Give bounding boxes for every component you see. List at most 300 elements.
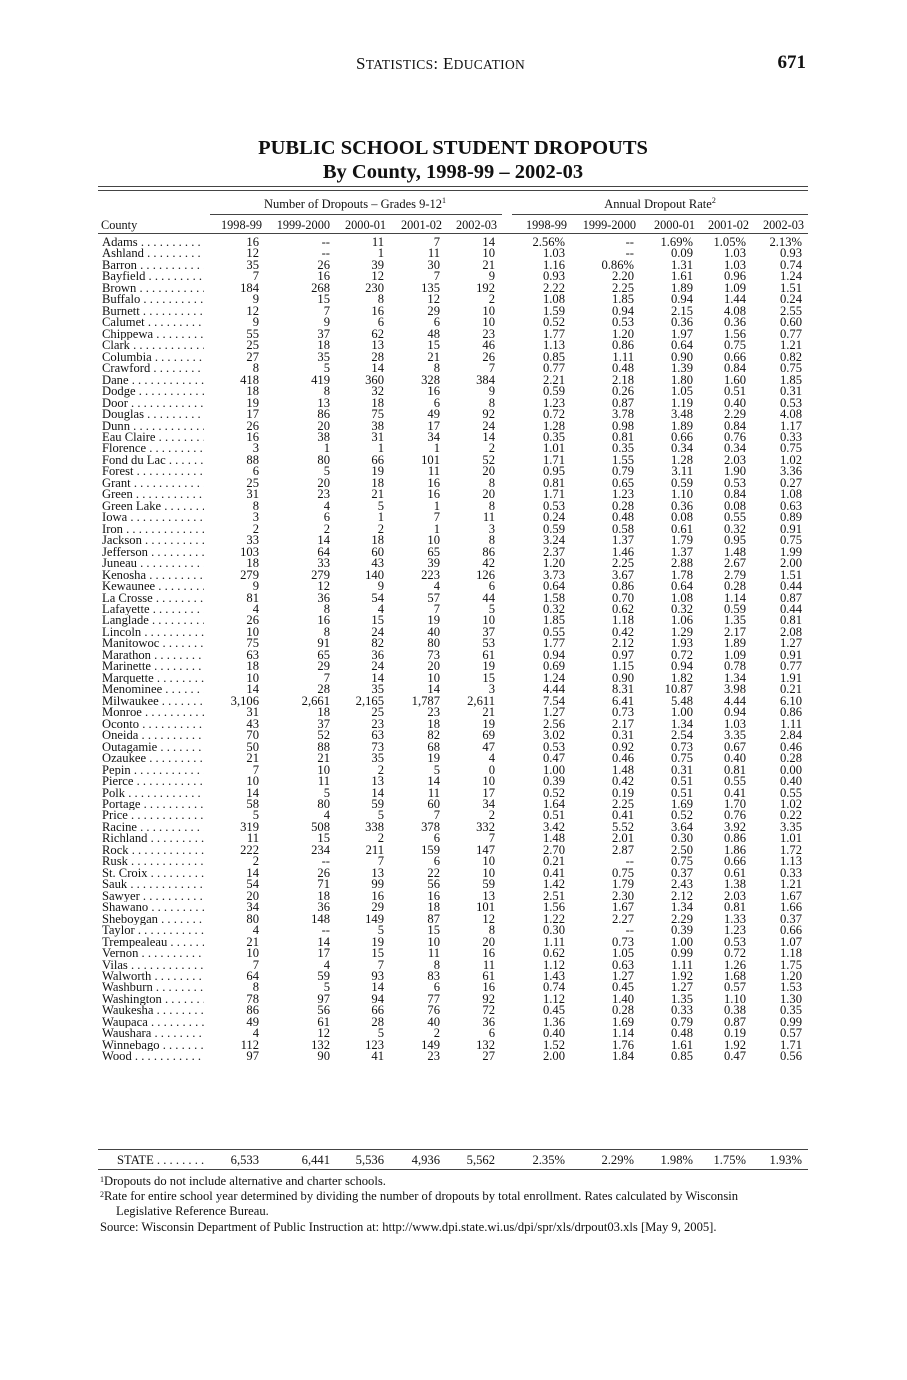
dropout-rate: 1.09: [723, 647, 746, 662]
dropout-count: 14: [371, 361, 384, 376]
dropout-rate: 0.72: [670, 647, 693, 662]
dropout-count: 1: [323, 441, 330, 456]
dropout-count: 25: [246, 338, 259, 353]
dropout-count: 68: [427, 739, 440, 754]
dropout-count: 328: [421, 372, 440, 387]
dropout-rate: 0.40: [779, 774, 802, 789]
dropout-count: 44: [482, 590, 495, 605]
dropout-rate: 1.37: [670, 544, 693, 559]
dropout-rate: 0.62: [542, 946, 565, 961]
dropout-rate: 0.40: [723, 395, 746, 410]
county-name: Calumet . . .: [102, 317, 204, 328]
dropout-rate: 1.14: [611, 1026, 634, 1041]
table-row: [0, 707, 907, 718]
dropout-count: 82: [371, 636, 384, 651]
dropout-rate: 1.28: [670, 452, 693, 467]
county-name: Green . . .: [102, 489, 204, 500]
dropout-count: 16: [371, 888, 384, 903]
dropout-rate: 0.85: [670, 1049, 693, 1064]
dropout-rate: 1.48: [611, 762, 634, 777]
dropout-rate: 1.10: [670, 487, 693, 502]
dropout-rate: 0.33: [779, 429, 802, 444]
dropout-count: 56: [317, 1003, 330, 1018]
dropout-count: 16: [371, 303, 384, 318]
dropout-rate: 0.40: [723, 751, 746, 766]
dropout-rate: 1.16: [542, 257, 565, 272]
table-row: [0, 615, 907, 626]
dropout-rate: 0.99: [779, 1014, 802, 1029]
dropout-rate: 1.07: [779, 934, 802, 949]
state-dropout-rate: 1.75%: [713, 1153, 746, 1167]
rate-group-header: [512, 197, 808, 212]
table-row: [0, 475, 907, 490]
dropout-rate: 1.03: [542, 246, 565, 261]
dropout-count: 30: [427, 257, 440, 272]
dropout-count: 2: [377, 762, 384, 777]
dropout-count: 11: [317, 774, 330, 789]
dropout-count: 14: [246, 682, 259, 697]
dropout-count: 268: [311, 280, 330, 295]
dropout-rate: 4.44: [723, 693, 746, 708]
dropout-rate: 6.41: [611, 693, 634, 708]
dropout-count: 78: [246, 991, 259, 1006]
dropout-rate: 2.88: [670, 556, 693, 571]
dropout-rate: 1.03: [723, 257, 746, 272]
dropout-count: 149: [365, 911, 384, 926]
dropout-rate: 0.60: [779, 315, 802, 330]
dropout-rate: 2.56: [542, 716, 565, 731]
dropout-rate: 0.94: [723, 705, 746, 720]
county-name: Grant . . .: [102, 478, 204, 489]
footnote-ref-2: 2: [711, 196, 716, 205]
table-row: [0, 340, 907, 351]
dropout-count: 17: [317, 946, 330, 961]
dropout-count: 19: [246, 395, 259, 410]
dropout-count: 73: [371, 739, 384, 754]
dropout-rate: 0.53: [542, 739, 565, 754]
dropout-count: 46: [482, 338, 495, 353]
dropout-count: 59: [317, 969, 330, 983]
dropout-count: 27: [246, 349, 259, 364]
dropout-count: 28: [371, 349, 384, 364]
county-name: Marquette . . .: [102, 673, 204, 684]
dropout-count: 23: [371, 716, 384, 731]
dropout-count: 13: [371, 774, 384, 789]
dropout-count: 60: [427, 796, 440, 811]
dropout-count: 132: [311, 1037, 330, 1052]
dropout-count: 10: [482, 303, 495, 318]
dropout-rate: 0.81: [611, 429, 634, 444]
dropout-rate: 1.28: [542, 418, 565, 433]
table-row: [0, 879, 907, 890]
dropout-rate: 2.18: [611, 372, 634, 387]
table-row: [0, 991, 907, 1006]
dropout-count: 4: [433, 579, 440, 594]
dropout-count: 18: [317, 705, 330, 720]
dropout-rate: 1.75: [779, 957, 802, 972]
dropout-count: 11: [482, 510, 495, 525]
table-row: [0, 466, 907, 477]
header-rule: [98, 233, 808, 234]
dropout-count: 14: [371, 980, 384, 995]
dropout-rate: 1.91: [779, 670, 802, 685]
county-name: La Crosse . . .: [102, 593, 204, 604]
state-dropout-rate: 2.35%: [532, 1153, 565, 1167]
county-name: Door . . .: [102, 398, 204, 409]
dropout-rate: 0.67: [723, 739, 746, 754]
dropout-rate: 1.35: [723, 613, 746, 628]
dropout-rate: 3.98: [723, 682, 746, 697]
dropout-count: 25: [246, 475, 259, 490]
dropout-count: 36: [371, 647, 384, 662]
dropout-count: 26: [482, 349, 495, 364]
dropout-count: 21: [427, 349, 440, 364]
table-row: [0, 934, 907, 949]
dropout-count: 60: [371, 544, 384, 559]
dropout-count: 4: [252, 1026, 259, 1041]
dropout-rate: 0.34: [670, 441, 693, 456]
dropout-rate: 0.45: [611, 980, 634, 995]
dropout-rate: 0.42: [611, 774, 634, 789]
county-name: Bayfield . . .: [102, 271, 204, 282]
dropout-count: 1,787: [411, 693, 440, 708]
dropout-count: 6: [433, 831, 440, 846]
dropout-count: 4: [252, 923, 259, 938]
dropout-count: 10: [427, 934, 440, 949]
dropout-rate: 0.57: [779, 1026, 802, 1041]
dropout-rate: 2.17: [611, 716, 634, 731]
dropout-rate: 1.12: [542, 991, 565, 1006]
dropout-count: 92: [482, 407, 495, 422]
dropout-count: 10: [246, 670, 259, 685]
dropout-rate: 1.11: [543, 934, 565, 949]
dropout-count: 10: [427, 670, 440, 685]
county-name: Waupaca . . .: [102, 1017, 204, 1028]
dropout-count: 20: [482, 487, 495, 502]
dropout-count: 34: [246, 900, 259, 915]
dropout-rate: 0.79: [611, 464, 634, 479]
dropout-rate: 1.67: [611, 900, 634, 915]
county-name: Price . . .: [102, 810, 204, 821]
dropout-rate: 0.55: [723, 774, 746, 789]
dropout-count: 63: [371, 728, 384, 743]
dropout-count: 31: [246, 705, 259, 720]
table-row: [0, 638, 907, 649]
dropout-count: 6: [488, 579, 495, 594]
dropout-count: 11: [427, 246, 440, 261]
table-row: [0, 237, 907, 248]
dropout-count: 6: [377, 315, 384, 330]
dropout-rate: 1.97: [670, 326, 693, 341]
table-row: [0, 294, 907, 305]
dropout-count: 4: [323, 498, 330, 513]
table-row: [0, 429, 907, 444]
dropout-rate: 0.57: [723, 980, 746, 995]
dropout-count: 36: [317, 590, 330, 605]
dropout-rate: 0.85: [542, 349, 565, 364]
column-header: 2001-02: [401, 218, 442, 232]
county-name: Ashland . . .: [102, 248, 204, 259]
dropout-count: 222: [240, 842, 259, 857]
dropout-rate: 0.87: [611, 395, 634, 410]
dropout-count: 15: [317, 292, 330, 307]
dropout-count: 16: [427, 475, 440, 490]
dropout-rate: 0.79: [670, 1014, 693, 1029]
dropout-count: 5: [377, 1026, 384, 1041]
table-row: [0, 326, 907, 341]
table-row: [0, 796, 907, 811]
county-name: Juneau . . .: [102, 558, 204, 569]
dropout-count: 18: [371, 395, 384, 410]
dropout-count: 192: [476, 280, 495, 295]
dropout-rate: 0.31: [670, 762, 693, 777]
total-rule: [98, 1149, 808, 1150]
table-row: [0, 888, 907, 903]
dropout-rate: 1.27: [542, 705, 565, 720]
dropout-count: 101: [421, 452, 440, 467]
dropout-count: 5: [323, 361, 330, 376]
dropout-rate: 0.31: [779, 384, 802, 399]
dropout-rate: 0.75: [779, 361, 802, 376]
dropout-count: 7: [323, 670, 330, 685]
dropout-rate: 1.23: [723, 923, 746, 938]
dropout-rate: 0.32: [670, 602, 693, 616]
dropout-rate: 1.60: [723, 372, 746, 387]
dropout-count: 61: [317, 1014, 330, 1029]
dropout-count: 14: [317, 533, 330, 548]
dropout-count: 360: [365, 372, 384, 387]
dropout-count: 7: [377, 957, 384, 972]
dropout-count: 42: [482, 556, 495, 571]
dropout-rate: 0.65: [611, 475, 634, 490]
dropout-count: 27: [482, 1049, 495, 1064]
dropout-count: 5: [323, 980, 330, 995]
dropout-rate: 0.76: [723, 808, 746, 823]
dropout-rate: 0.94: [542, 647, 565, 662]
dropout-rate: 1.46: [611, 544, 634, 559]
dropout-count: 20: [317, 475, 330, 490]
dropout-rate: 1.70: [723, 796, 746, 811]
dropout-rate: 1.20: [542, 556, 565, 571]
county-name: Waushara . . .: [102, 1028, 204, 1039]
dropout-rate: 0.34: [723, 441, 746, 456]
dropout-count: 29: [317, 659, 330, 674]
dropout-rate: 1.34: [723, 670, 746, 685]
column-header: 2002-03: [456, 218, 497, 232]
dropout-rate: 0.90: [611, 670, 634, 685]
dropout-count: 55: [246, 326, 259, 341]
dropout-rate: 0.51: [670, 785, 693, 800]
rate-group-label: Annual Dropout Rate: [604, 197, 712, 211]
dropout-rate: 0.58: [611, 521, 634, 536]
dropout-rate: 3.35: [779, 819, 802, 834]
dropout-rate: 0.69: [542, 659, 565, 674]
table-row: [0, 865, 907, 880]
dropout-rate: 1.51: [779, 280, 802, 295]
dropout-rate: 1.79: [611, 877, 634, 892]
dropout-rate: 2.13%: [769, 235, 802, 249]
dropout-rate: 0.39: [670, 923, 693, 938]
table-row: [0, 581, 907, 592]
dropout-rate: 0.90: [670, 349, 693, 364]
table-row: [0, 303, 907, 318]
dropout-count: 279: [311, 567, 330, 582]
dropout-count: 23: [482, 326, 495, 341]
dropout-count: 88: [246, 452, 259, 467]
dropout-count: 13: [371, 865, 384, 880]
table-row: [0, 248, 907, 259]
dropout-rate: 1.67: [779, 888, 802, 903]
dropout-rate: 0.35: [779, 1003, 802, 1018]
dropout-count: 332: [476, 819, 495, 834]
dropout-rate: 0.73: [670, 739, 693, 754]
dropout-rate: 0.84: [723, 361, 746, 376]
county-name: Vilas . . .: [102, 960, 204, 971]
county-name: Iowa . . .: [102, 512, 204, 523]
dropout-rate: 1.27: [611, 969, 634, 983]
dropout-count: 83: [427, 969, 440, 983]
dropout-rate: 0.08: [723, 498, 746, 513]
dropout-count: 19: [371, 464, 384, 479]
dropout-rate: 0.41: [542, 865, 565, 880]
dropout-rate: 1.30: [779, 991, 802, 1006]
dropout-rate: 0.97: [611, 647, 634, 662]
dropout-rate: 0.31: [611, 728, 634, 743]
dropout-rate: 0.72: [723, 946, 746, 961]
dropout-rate: 0.32: [542, 602, 565, 616]
county-name: Portage . . .: [102, 799, 204, 810]
table-row: [0, 604, 907, 615]
dropout-rate: 1.89: [723, 636, 746, 651]
dropout-rate: 1.21: [779, 338, 802, 353]
column-header: 1999-2000: [582, 218, 636, 232]
table-row: [0, 982, 907, 993]
dropout-rate: 0.94: [670, 659, 693, 674]
dropout-count: 12: [246, 246, 259, 261]
dropout-rate: 0.19: [723, 1026, 746, 1041]
dropout-count: 1: [433, 521, 440, 536]
dropout-rate: 0.32: [723, 521, 746, 536]
dropout-count: 80: [427, 636, 440, 651]
dropout-rate: 0.28: [723, 579, 746, 594]
dropout-rate: 2.20: [611, 269, 634, 284]
dropout-count: --: [321, 854, 330, 869]
dropout-rate: 0.27: [779, 475, 802, 490]
dropout-count: 8: [252, 361, 259, 376]
dropout-rate: 0.36: [723, 315, 746, 330]
dropout-rate: 0.53: [611, 315, 634, 330]
dropout-rate: 0.51: [723, 384, 746, 399]
dropout-rate: 1.38: [723, 877, 746, 892]
table-row: [0, 395, 907, 410]
dropout-rate: 3.73: [542, 567, 565, 582]
dropout-rate: 0.84: [723, 418, 746, 433]
dropout-count: 378: [421, 819, 440, 834]
dropout-rate: 1.12: [542, 957, 565, 972]
dropout-count: 41: [371, 1049, 384, 1064]
dropout-count: 15: [371, 613, 384, 628]
dropout-rate: 1.43: [542, 969, 565, 983]
dropout-count: 49: [246, 1014, 259, 1029]
dropout-rate: 1.71: [542, 487, 565, 502]
dropout-count: 31: [246, 487, 259, 502]
dropout-rate: 1.56: [542, 900, 565, 915]
dropout-count: 11: [427, 464, 440, 479]
county-name: Burnett . . .: [102, 306, 204, 317]
dropout-count: 159: [421, 842, 440, 857]
table-row: [0, 739, 907, 754]
dropout-count: 7: [252, 762, 259, 777]
dropout-rate: 0.66: [670, 429, 693, 444]
running-header: [0, 52, 907, 76]
dropout-rate: 2.84: [779, 728, 802, 743]
table-row: [0, 753, 907, 764]
top-rule-2: [98, 190, 808, 191]
dropout-count: 20: [482, 464, 495, 479]
dropout-rate: 0.75: [723, 338, 746, 353]
dropouts-group-header: [210, 197, 500, 212]
dropout-rate: 0.35: [611, 441, 634, 456]
dropout-count: 90: [317, 1049, 330, 1064]
table-row: [0, 489, 907, 500]
dropout-count: 24: [371, 659, 384, 674]
dropout-count: 62: [371, 326, 384, 341]
dropout-rate: 2.29: [670, 911, 693, 926]
dropout-count: 26: [317, 865, 330, 880]
dropout-count: 32: [371, 384, 384, 399]
table-row: [0, 1005, 907, 1016]
dropout-count: 8: [488, 533, 495, 548]
table-row: [0, 418, 907, 433]
dropout-rate: 1.19: [670, 395, 693, 410]
dropout-count: 11: [371, 235, 384, 249]
dropout-rate: 0.64: [670, 579, 693, 594]
dropout-rate: 0.41: [723, 785, 746, 800]
dropout-rate: 0.24: [779, 292, 802, 307]
dropout-rate: 1.23: [542, 395, 565, 410]
dropout-count: 10: [482, 315, 495, 330]
dropout-count: 16: [427, 888, 440, 903]
dropout-rate: 0.37: [670, 865, 693, 880]
dropout-count: 9: [488, 269, 495, 284]
dropout-count: 19: [371, 934, 384, 949]
dropout-count: 418: [240, 372, 259, 387]
dropout-count: 14: [427, 682, 440, 697]
dropout-count: 18: [317, 888, 330, 903]
dropout-count: 7: [252, 269, 259, 284]
dropout-count: 87: [427, 911, 440, 926]
table-row: [0, 590, 907, 605]
dropout-rate: 0.19: [611, 785, 634, 800]
dropout-count: 72: [482, 1003, 495, 1018]
dropout-count: 11: [246, 831, 259, 846]
county-name: Langlade . . .: [102, 615, 204, 626]
dropout-count: 26: [246, 418, 259, 433]
dropout-count: 112: [240, 1037, 259, 1052]
dropout-count: 34: [482, 796, 495, 811]
dropout-count: 11: [427, 946, 440, 961]
dropout-count: 24: [482, 418, 495, 433]
dropout-count: 29: [427, 303, 440, 318]
dropout-count: 31: [371, 429, 384, 444]
dropout-count: 40: [427, 624, 440, 639]
county-name: Dunn . . .: [102, 421, 204, 432]
dropout-count: 97: [317, 991, 330, 1006]
dropout-count: 8: [488, 395, 495, 410]
dropout-rate: 1.37: [611, 533, 634, 548]
dropout-rate: 2.54: [670, 728, 693, 743]
dropout-count: 21: [317, 751, 330, 766]
